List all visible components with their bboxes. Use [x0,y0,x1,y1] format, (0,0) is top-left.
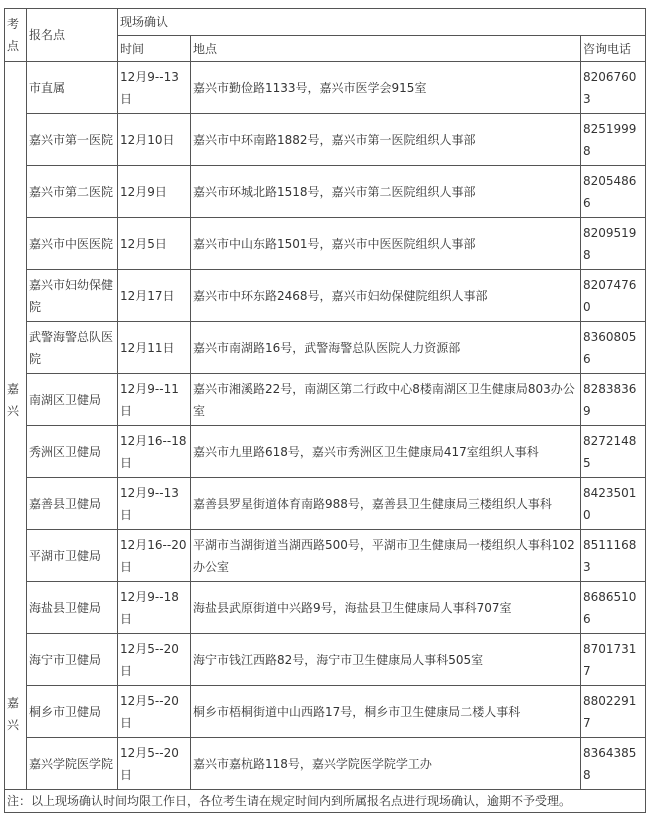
address-cell: 桐乡市梧桐街道中山西路17号，桐乡市卫生健康局二楼人事科 [191,686,581,738]
table-row [5,686,646,738]
address-cell: 嘉兴市湘溪路22号，南湖区第二行政中心8楼南湖区卫生健康局803办公室 [191,374,581,426]
phone-cell: 86865106 [581,582,646,634]
address-cell: 嘉兴市中山东路1501号，嘉兴市中医医院组织人事部 [191,218,581,270]
confirmation-schedule-table [4,8,646,813]
time-cell: 12月11日 [118,322,191,374]
exam-site-name-bottom: 嘉兴 [7,696,20,732]
address-cell: 嘉兴市九里路618号，嘉兴市秀洲区卫生健康局417室组织人事科 [191,426,581,478]
reg-site-cell: 海宁市卫健局 [27,634,118,686]
address-cell: 海宁市钱江西路82号，海宁市卫生健康局人事科505室 [191,634,581,686]
header-onsite-confirm: 现场确认 [118,9,646,36]
time-cell: 12月17日 [118,270,191,322]
table-row [5,426,646,478]
reg-site-cell: 武警海警总队医院 [27,322,118,374]
phone-cell: 82519998 [581,114,646,166]
reg-site-cell: 桐乡市卫健局 [27,686,118,738]
phone-cell: 82095198 [581,218,646,270]
table-row [5,322,646,374]
phone-cell: 82838369 [581,374,646,426]
table-row [5,166,646,218]
header-reg-site: 报名点 [27,9,118,62]
header-phone: 咨询电话 [581,36,646,62]
phone-cell: 84235010 [581,478,646,530]
table-row [5,478,646,530]
table-row [5,738,646,790]
time-cell: 12月10日 [118,114,191,166]
table-row [5,374,646,426]
header-address: 地点 [191,36,581,62]
reg-site-cell: 嘉兴学院医学院 [27,738,118,790]
header-exam-site: 考点 [5,9,27,62]
exam-site-cell [5,62,27,790]
reg-site-cell: 嘉兴市第一医院 [27,114,118,166]
reg-site-cell: 嘉兴市第二医院 [27,166,118,218]
address-cell: 嘉善县罗星街道体育南路988号，嘉善县卫生健康局三楼组织人事科 [191,478,581,530]
header-row-top [5,9,646,36]
address-cell: 嘉兴市勤俭路1133号，嘉兴市医学会915室 [191,62,581,114]
table-row [5,530,646,582]
time-cell: 12月9--13日 [118,62,191,114]
address-cell: 嘉兴市南湖路16号，武警海警总队医院人力资源部 [191,322,581,374]
table-row [5,582,646,634]
phone-cell: 85111683 [581,530,646,582]
reg-site-cell: 秀洲区卫健局 [27,426,118,478]
address-cell: 嘉兴市环城北路1518号，嘉兴市第二医院组织人事部 [191,166,581,218]
phone-cell: 83643858 [581,738,646,790]
header-time: 时间 [118,36,191,62]
time-cell: 12月9--13日 [118,478,191,530]
phone-cell: 82054866 [581,166,646,218]
phone-cell: 82721485 [581,426,646,478]
time-cell: 12月9--11日 [118,374,191,426]
address-cell: 平湖市当湖街道当湖西路500号，平湖市卫生健康局一楼组织人事科102办公室 [191,530,581,582]
time-cell: 12月16--18日 [118,426,191,478]
reg-site-cell: 嘉兴市妇幼保健院 [27,270,118,322]
address-cell: 嘉兴市中环南路1882号，嘉兴市第一医院组织人事部 [191,114,581,166]
time-cell: 12月9--18日 [118,582,191,634]
time-cell: 12月9日 [118,166,191,218]
time-cell: 12月16--20日 [118,530,191,582]
phone-cell: 87017317 [581,634,646,686]
phone-cell: 82067603 [581,62,646,114]
phone-cell: 83608056 [581,322,646,374]
reg-site-cell: 嘉兴市中医医院 [27,218,118,270]
reg-site-cell: 平湖市卫健局 [27,530,118,582]
address-cell: 嘉兴市嘉杭路118号，嘉兴学院医学院学工办 [191,738,581,790]
time-cell: 12月5--20日 [118,634,191,686]
reg-site-cell: 市直属 [27,62,118,114]
phone-cell: 88022917 [581,686,646,738]
footnote: 注：以上现场确认时间均限工作日，各位考生请在规定时间内到所属报名点进行现场确认，逾期不予受理。 [5,790,646,813]
table-row [5,62,646,114]
time-cell: 12月5日 [118,218,191,270]
table-row [5,270,646,322]
time-cell: 12月5--20日 [118,738,191,790]
exam-site-name-top: 嘉兴 [7,382,20,418]
reg-site-cell: 海盐县卫健局 [27,582,118,634]
phone-cell: 82074760 [581,270,646,322]
address-cell: 海盐县武原街道中兴路9号，海盐县卫生健康局人事科707室 [191,582,581,634]
table-row [5,634,646,686]
note-row [5,790,646,813]
reg-site-cell: 南湖区卫健局 [27,374,118,426]
reg-site-cell: 嘉善县卫健局 [27,478,118,530]
time-cell: 12月5--20日 [118,686,191,738]
table-row [5,114,646,166]
address-cell: 嘉兴市中环东路2468号，嘉兴市妇幼保健院组织人事部 [191,270,581,322]
table-row [5,218,646,270]
